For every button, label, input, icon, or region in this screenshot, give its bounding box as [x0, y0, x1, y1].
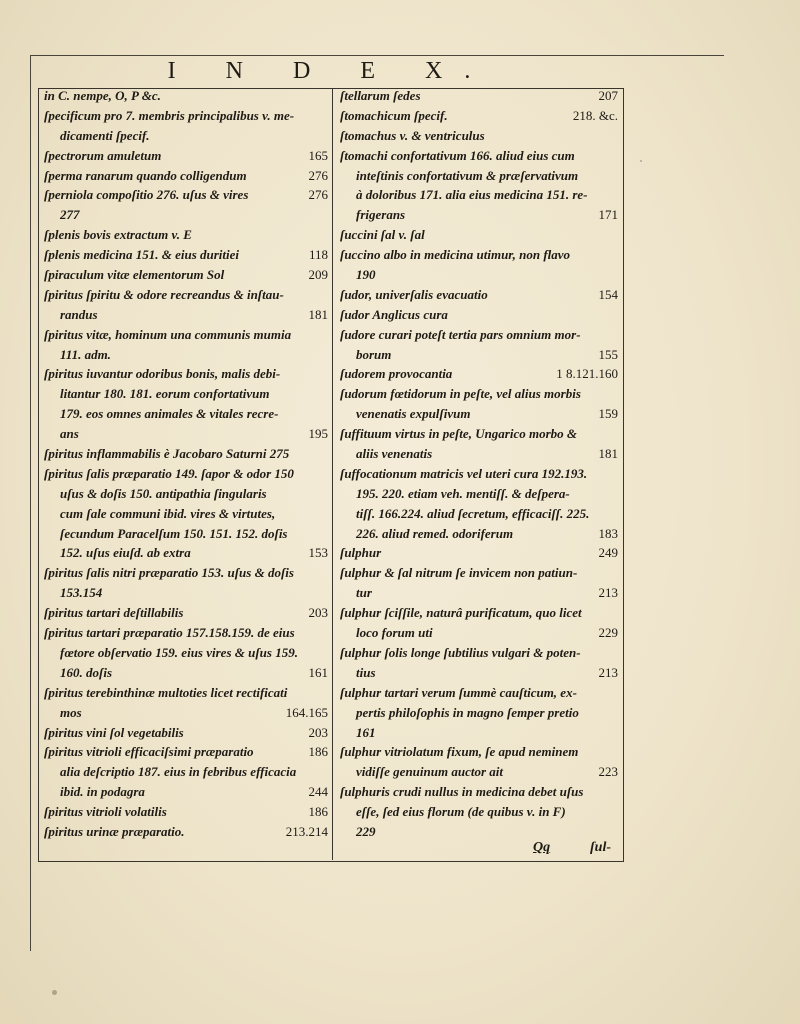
- page-reference: 276: [308, 187, 328, 203]
- entry-text: ſtomachicum ſpecif.: [340, 107, 448, 123]
- entry-text: 190: [356, 267, 376, 283]
- entry-text: litantur 180. 181. eorum confortativum: [60, 386, 270, 402]
- index-entry: [44, 802, 328, 822]
- entry-text: eſſe, ſed eius florum (de quibus v. in F): [356, 804, 566, 820]
- index-entry: [44, 742, 328, 762]
- index-entry: [44, 185, 328, 205]
- page-reference: 155: [598, 346, 618, 362]
- entry-text: dicamenti ſpecif.: [60, 127, 150, 143]
- index-entry: [340, 245, 618, 265]
- entry-text: fœtore obſervatio 159. eius vires & uſus 159.: [60, 644, 298, 660]
- index-entry: [340, 146, 618, 166]
- page-reference: 213: [598, 585, 618, 601]
- entry-text: ſudor, univerſalis evacuatio: [340, 286, 488, 302]
- entry-text: ſpiritus terebinthinæ multoties licet rectificati: [44, 684, 288, 700]
- index-entry: [44, 504, 328, 524]
- index-entry: [340, 683, 618, 703]
- index-entry: [44, 285, 328, 305]
- index-entry: [44, 563, 328, 583]
- page-reference: 249: [598, 545, 618, 561]
- index-entry: [340, 464, 618, 484]
- entry-text: ſuccino albo in medicina utimur, non flavo: [340, 247, 571, 263]
- page-reference: 186: [308, 804, 328, 820]
- entry-text: randus: [60, 306, 98, 322]
- entry-text: ſpiritus vitæ, hominum una communis mumia: [44, 326, 292, 342]
- entry-text: alia deſcriptio 187. eius in febribus efficacia: [60, 764, 297, 780]
- entry-text: vidiſſe genuinum auctor ait: [356, 764, 503, 780]
- page-reference: 203: [308, 724, 328, 740]
- entry-text: ſulphur ſciſſile, naturâ purificatum, quo licet: [340, 605, 582, 621]
- paper-speck: [52, 990, 57, 995]
- index-entry: [44, 782, 328, 802]
- entry-text: ſudore curari poteſt tertia pars omnium mor-: [340, 326, 581, 342]
- entry-text: 226. aliud remed. odoriferum: [356, 525, 514, 541]
- entry-text: ſpectrorum amuletum: [44, 147, 162, 163]
- page-reference: 223: [598, 764, 618, 780]
- entry-text: ſpiraculum vitæ elementorum Sol: [44, 267, 225, 283]
- entry-text: ſpiritus ſalis præparatio 149. ſapor & odor 150: [44, 465, 294, 481]
- index-entry: [44, 723, 328, 743]
- index-entry: [44, 603, 328, 623]
- column-divider: [332, 88, 333, 860]
- entry-text: à doloribus 171. alia eius medicina 151. re-: [356, 187, 588, 203]
- entry-text: ſpiritus tartari deſtillabilis: [44, 605, 184, 621]
- index-entry: [340, 623, 618, 643]
- index-entry: [44, 364, 328, 384]
- page-reference: 183: [598, 525, 618, 541]
- page-reference: 181: [598, 446, 618, 462]
- index-entry: [340, 325, 618, 345]
- index-entry: [340, 126, 618, 146]
- index-entry: [340, 822, 618, 842]
- index-entry: [44, 205, 328, 225]
- page-reference: 213: [598, 664, 618, 680]
- entry-text: inteſtinis confortativum & præſervativum: [356, 167, 579, 183]
- entry-text: ſuffocationum matricis vel uteri cura 192.193.: [340, 465, 588, 481]
- index-entry: [340, 703, 618, 723]
- index-entry: [44, 345, 328, 365]
- entry-text: ſpiritus vitrioli efficaciſsimi præparatio: [44, 744, 254, 760]
- left-column: [44, 86, 328, 842]
- entry-text: ſulphuris crudi nullus in medicina debet uſus: [340, 784, 584, 800]
- page-reference: 276: [308, 167, 328, 183]
- entry-text: ſulphur & ſal nitrum ſe invicem non patiun-: [340, 565, 578, 581]
- index-entry: [44, 404, 328, 424]
- index-entry: [340, 762, 618, 782]
- entry-text: ſpecificum pro 7. membris principalibus v. me-: [44, 107, 295, 123]
- entry-text: tiſſ. 166.224. aliud ſecretum, efficaciſſ. 225.: [356, 505, 590, 521]
- entry-text: ſpiritus inflammabilis è Jacobaro Saturni 275: [44, 446, 290, 462]
- index-entry: [44, 106, 328, 126]
- index-entry: [44, 305, 328, 325]
- entry-text: ſpiritus vitrioli volatilis: [44, 804, 167, 820]
- entry-text: 179. eos omnes animales & vitales recre-: [60, 406, 279, 422]
- index-entry: [44, 663, 328, 683]
- entry-text: ſplenis medicina 151. & eius duritiei: [44, 247, 240, 263]
- entry-text: ſperniola compoſitio 276. uſus & vires: [44, 187, 249, 203]
- entry-text: ibid. in podagra: [60, 784, 145, 800]
- index-entry: [340, 723, 618, 743]
- entry-text: 195. 220. etiam veh. mentiſſ. & deſpera-: [356, 485, 570, 501]
- entry-text: ſpiritus vini ſol vegetabilis: [44, 724, 184, 740]
- entry-text: ſperma ranarum quando colligendum: [44, 167, 247, 183]
- entry-text: tius: [356, 664, 376, 680]
- index-entry: [340, 205, 618, 225]
- index-entry: [340, 484, 618, 504]
- index-entry: [340, 106, 618, 126]
- index-entry: [44, 265, 328, 285]
- entry-text: ſpiritus ſpiritu & odore recreandus & inſtau-: [44, 286, 284, 302]
- entry-text: ſpiritus urinæ præparatio.: [44, 823, 185, 839]
- index-entry: [340, 583, 618, 603]
- index-entry: [44, 703, 328, 723]
- index-entry: [340, 643, 618, 663]
- index-entry: [44, 225, 328, 245]
- entry-text: mos: [60, 704, 82, 720]
- entry-text: loco forum uti: [356, 625, 433, 641]
- entry-text: ſuffituum virtus in peſte, Ungarico morbo &: [340, 426, 578, 442]
- index-entry: [340, 424, 618, 444]
- page-reference: 1 8.121.160: [556, 366, 618, 382]
- index-entry: [340, 782, 618, 802]
- index-entry: [340, 166, 618, 186]
- entry-text: ſuccini ſal v. ſal: [340, 227, 425, 243]
- entry-text: pertis philoſophis in magno ſemper pretio: [356, 704, 579, 720]
- page-reference: 218. &c.: [572, 107, 618, 123]
- page-reference: 209: [308, 267, 328, 283]
- index-entry: [340, 265, 618, 285]
- entry-text: in C. nempe, O, P &c.: [44, 88, 161, 103]
- entry-text: ſtomachi confortativum 166. aliud eius cum: [340, 147, 575, 163]
- page-reference: 118: [308, 247, 328, 263]
- index-entry: [44, 524, 328, 544]
- index-entry: [44, 126, 328, 146]
- index-entry: [340, 603, 618, 623]
- page-reference: 161: [308, 664, 328, 680]
- entry-text: 161: [356, 724, 376, 740]
- signature-mark: Qq: [533, 840, 551, 855]
- index-entry: [44, 623, 328, 643]
- entry-text: cum ſale communi ibid. vires & virtutes,: [60, 505, 276, 521]
- entry-text: 111. adm.: [60, 346, 111, 362]
- index-entry: [44, 583, 328, 603]
- page-reference: 171: [598, 207, 618, 223]
- entry-text: ſulphur: [340, 545, 382, 561]
- index-entry: [44, 543, 328, 563]
- entry-text: 277: [60, 207, 80, 223]
- index-entry: [340, 285, 618, 305]
- index-entry: [44, 822, 328, 842]
- index-entry: [44, 762, 328, 782]
- entry-text: uſus & doſis 150. antipathia ſingularis: [60, 485, 267, 501]
- page-reference: 195: [308, 426, 328, 442]
- index-entry: [44, 166, 328, 186]
- page-reference: 229: [598, 625, 618, 641]
- index-entry: [340, 543, 618, 563]
- catchword: ſul-: [590, 840, 611, 855]
- index-entry: [44, 683, 328, 703]
- index-entry: [340, 345, 618, 365]
- index-entry: [340, 742, 618, 762]
- entry-text: borum: [356, 346, 392, 362]
- entry-text: ſulphur tartari verum ſummè cauſticum, ex-: [340, 684, 577, 700]
- index-entry: [340, 364, 618, 384]
- index-entry: [44, 444, 328, 464]
- index-entry: [44, 325, 328, 345]
- index-entry: [44, 424, 328, 444]
- index-entry: [340, 563, 618, 583]
- entry-text: aliis venenatis: [356, 446, 433, 462]
- entry-text: ſpiritus iuvantur odoribus bonis, malis debi-: [44, 366, 281, 382]
- index-entry: [340, 663, 618, 683]
- index-entry: [340, 802, 618, 822]
- entry-text: ſecundum Paracelſum 150. 151. 152. doſis: [60, 525, 288, 541]
- paper-speck: [640, 160, 642, 162]
- index-entry: [340, 504, 618, 524]
- entry-text: ſulphur vitriolatum fixum, ſe apud neminem: [340, 744, 579, 760]
- index-entry: [44, 384, 328, 404]
- entry-text: 229: [356, 823, 376, 839]
- index-entry: [44, 245, 328, 265]
- entry-text: ſtellarum ſedes: [340, 88, 421, 103]
- index-entry: [44, 146, 328, 166]
- right-column: [340, 86, 618, 842]
- index-entry: [340, 444, 618, 464]
- page-reference: 154: [598, 286, 618, 302]
- entry-text: ans: [60, 426, 79, 442]
- entry-text: ſplenis bovis extractum v. E: [44, 227, 192, 243]
- page-reference: 159: [598, 406, 618, 422]
- entry-text: ſudor Anglicus cura: [340, 306, 448, 322]
- index-entry: [340, 225, 618, 245]
- entry-text: ſudorem provocantia: [340, 366, 453, 382]
- index-entry: [340, 404, 618, 424]
- entry-text: venenatis expulſivum: [356, 406, 471, 422]
- page-reference: 186: [308, 744, 328, 760]
- entry-text: 160. doſis: [60, 664, 112, 680]
- entry-text: frigerans: [356, 207, 406, 223]
- page-reference: 213.214: [285, 823, 328, 839]
- page-reference: 165: [308, 147, 328, 163]
- page-reference: 244: [308, 784, 328, 800]
- entry-text: ſpiritus tartari præparatio 157.158.159. de eius: [44, 625, 295, 641]
- entry-text: ſudorum fœtidorum in peſte, vel alius morbis: [340, 386, 581, 402]
- index-entry: [340, 524, 618, 544]
- entry-text: ſpiritus ſalis nitri præparatio 153. uſus & doſis: [44, 565, 294, 581]
- entry-text: ſulphur ſolis longe ſubtilius vulgari & poten-: [340, 644, 581, 660]
- entry-text: tur: [356, 585, 372, 601]
- index-entry: [44, 484, 328, 504]
- index-entry: [340, 185, 618, 205]
- index-entry: [44, 643, 328, 663]
- page-reference: 164.165: [285, 704, 328, 720]
- index-entry: [44, 464, 328, 484]
- index-entry: [340, 305, 618, 325]
- page-reference: 207: [598, 88, 618, 103]
- index-entry: [44, 86, 328, 106]
- index-entry: [340, 384, 618, 404]
- index-entry: [340, 86, 618, 106]
- page-title: I N D E X.: [167, 58, 493, 84]
- page-reference: 181: [308, 306, 328, 322]
- entry-text: 153.154: [60, 585, 103, 601]
- page-reference: 153: [308, 545, 328, 561]
- entry-text: ſtomachus v. & ventriculus: [340, 127, 485, 143]
- page-reference: 203: [308, 605, 328, 621]
- entry-text: 152. uſus eiuſd. ab extra: [60, 545, 191, 561]
